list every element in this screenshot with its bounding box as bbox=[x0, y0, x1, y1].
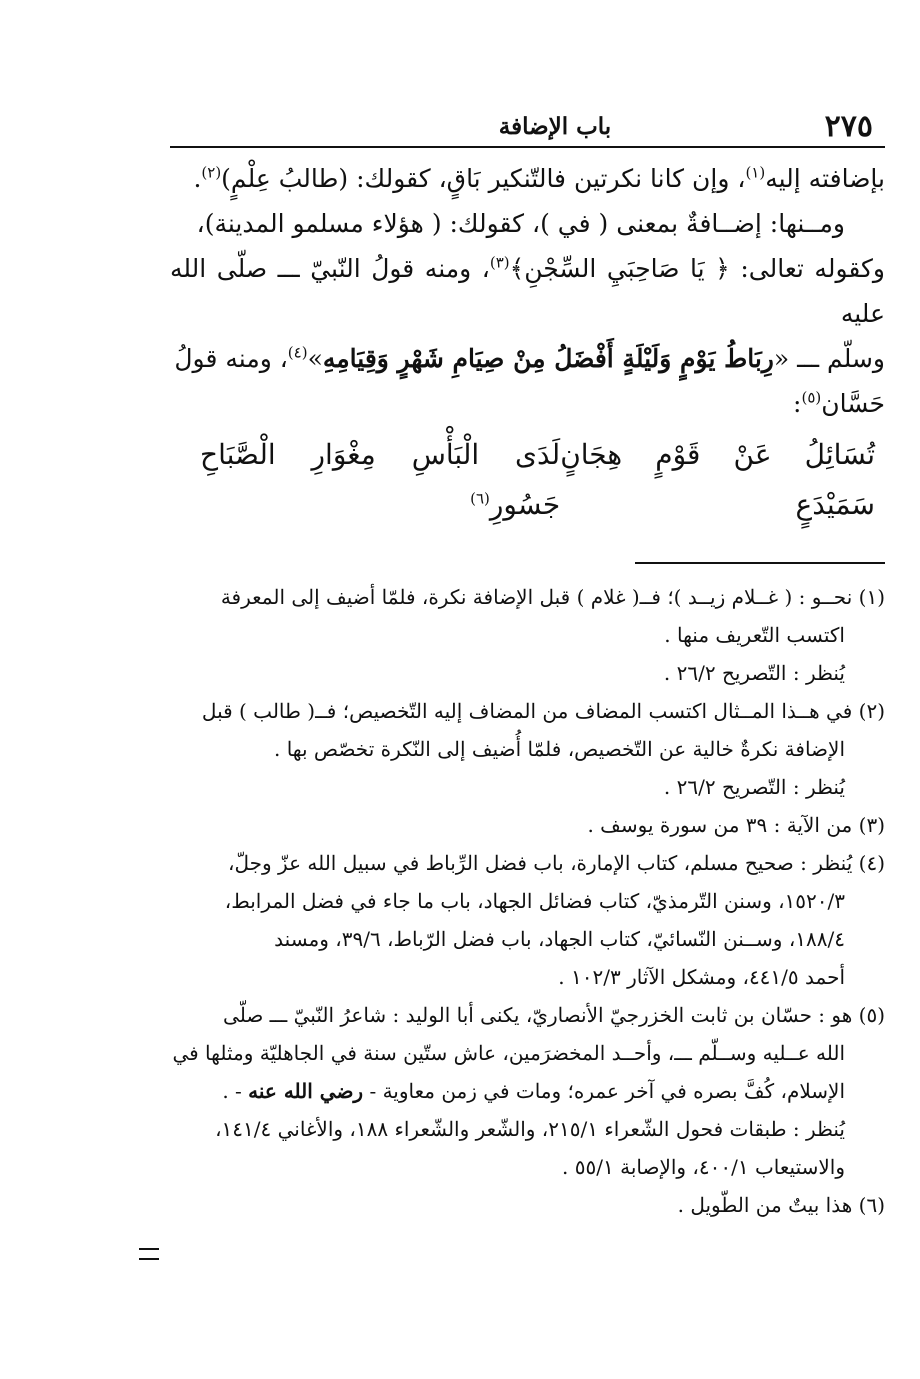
footnote-ref[interactable]: (٥) bbox=[801, 388, 822, 407]
paragraph-4 bbox=[170, 336, 885, 381]
footnote-4: (٤) يُنظر : صحيح مسلم، كتاب الإمارة، باب فضل الرِّباط في سبيل الله عزّ وجلّ، bbox=[228, 851, 885, 875]
text-span: . bbox=[193, 164, 202, 193]
text-span: ، ومنه قولُ النّبيّ ـــ صلّى الله عليه bbox=[170, 254, 885, 328]
poem-verse bbox=[170, 430, 885, 530]
footnote-5: (٥) هو : حسّان بن ثابت الخزرجيّ الأنصاريّ، يكنى أبا الوليد : شاعرُ النّبيّ ـــ صلّى bbox=[223, 1003, 885, 1027]
text-span: : bbox=[793, 389, 802, 418]
footnote-ref[interactable]: (٤) bbox=[287, 343, 308, 362]
footnote-5-line bbox=[170, 1072, 885, 1110]
footnote-5-line: يُنظر : طبقات فحول الشّعراء ٢١٥/١، والشّعر والشّعراء ١٨٨، والأغاني ١٤١/٤، bbox=[215, 1117, 845, 1141]
main-text bbox=[170, 156, 885, 530]
hadith-quote: رِبَاطُ يَوْمٍ وَلَيْلَةٍ أَفْضَلُ مِنْ صِيَامِ شَهْرٍ وَقِيَامِهِ bbox=[322, 344, 774, 373]
footnotes bbox=[170, 578, 885, 1224]
footnote-2: (٢) في هــذا المــثال اكتسب المضاف من المضاف إليه التّخصيص؛ فــ( طالب ) قبل bbox=[201, 699, 885, 723]
paragraph-5 bbox=[170, 381, 885, 426]
continuation-mark bbox=[139, 1248, 159, 1260]
footnote-2-line: الإضافة نكرةٌ خالية عن التّخصيص، فلمّا أُضيف إلى النّكرة تخصّص بها . bbox=[273, 737, 845, 761]
footnote-ref[interactable]: (١) bbox=[745, 163, 766, 182]
hemistich-text: لَدَى الْبَأْسِ مِغْوَارِ الْصَّبَاحِ جَسُورِ bbox=[200, 438, 561, 521]
footnote-separator bbox=[635, 562, 885, 564]
text-span: حَسَّان bbox=[821, 389, 885, 418]
footnote-5-line: الله عــليه وســلّم ـــ، وأحــد المخضرَمين، عاش ستّين سنة في الجاهليّة ومثلها في bbox=[172, 1041, 845, 1065]
document-page bbox=[170, 100, 885, 1224]
footnote-4-line: ١٥٢٠/٣، وسنن التّرمذيّ، كتاب فضائل الجهاد، باب ما جاء في فضل المرابط، bbox=[224, 889, 845, 913]
footnote-ref[interactable]: (٢) bbox=[201, 163, 222, 182]
chapter-title: باب الإضافة bbox=[498, 113, 612, 140]
honorific: رضي الله عنه bbox=[248, 1079, 364, 1103]
footnote-4-line: أحمد ٤٤١/٥، ومشكل الآثار ١٠٢/٣ . bbox=[558, 965, 845, 989]
page-number: ٢٧٥ bbox=[824, 109, 873, 144]
footnote-4-line: ١٨٨/٤، وســنن النّسائيّ، كتاب الجهاد، باب فضل الرّباط، ٣٩/٦، ومسند bbox=[274, 927, 845, 951]
footnote-5-line: والاستيعاب ٤٠٠/١، والإصابة ٥٥/١ . bbox=[562, 1155, 845, 1179]
paragraph-3 bbox=[170, 246, 885, 336]
footnote-3: (٣) من الآية : ٣٩ من سورة يوسف . bbox=[587, 813, 885, 837]
text-span: - . bbox=[222, 1079, 242, 1103]
text-span: بإضافته إليه bbox=[765, 164, 885, 193]
hemistich-first: تُسَائِلُ عَنْ قَوْمٍ هِجَانٍ سَمَيْدَعٍ bbox=[560, 438, 875, 521]
text-span: وسلّم ـــ « bbox=[773, 344, 885, 373]
paragraph-1 bbox=[170, 156, 885, 201]
text-span: ، وإن كانا نكرتين فالتّنكير بَاقٍ، كقولك: (طالبُ عِلْمٍ) bbox=[221, 164, 746, 193]
footnote-1-line: يُنظر : التّصريح ٢٦/٢ . bbox=[663, 661, 845, 685]
footnote-1: (١) نحــو : ( غــلام زيــد )؛ فــ( غلام ) قبل الإضافة نكرة، فلمّا أضيف إلى المعرفة bbox=[220, 585, 885, 609]
footnote-2-line: يُنظر : التّصريح ٢٦/٢ . bbox=[663, 775, 845, 799]
page-header bbox=[170, 100, 885, 148]
footnote-1-line: اكتسب التّعريف منها . bbox=[664, 623, 845, 647]
quran-quote: وكقوله تعالى: ﴿ يَا صَاحِبَيِ السِّجْنِ﴾ bbox=[509, 254, 885, 283]
text-span: ، ومنه قولُ bbox=[174, 344, 288, 373]
text-span: الإسلام، كُفَّ بصره في آخر عمره؛ ومات في زمن معاوية - bbox=[369, 1079, 845, 1103]
footnote-ref[interactable]: (٦) bbox=[470, 489, 490, 508]
footnote-6: (٦) هذا بيتٌ من الطّويل . bbox=[677, 1193, 885, 1217]
footnote-ref[interactable]: (٣) bbox=[489, 253, 510, 272]
paragraph-2: ومــنها: إضــافةٌ بمعنى ( في )، كقولك: ( هؤلاء مسلمو المدينة)، bbox=[196, 209, 845, 238]
hemistich-second bbox=[200, 430, 560, 530]
text-span: » bbox=[307, 344, 323, 373]
